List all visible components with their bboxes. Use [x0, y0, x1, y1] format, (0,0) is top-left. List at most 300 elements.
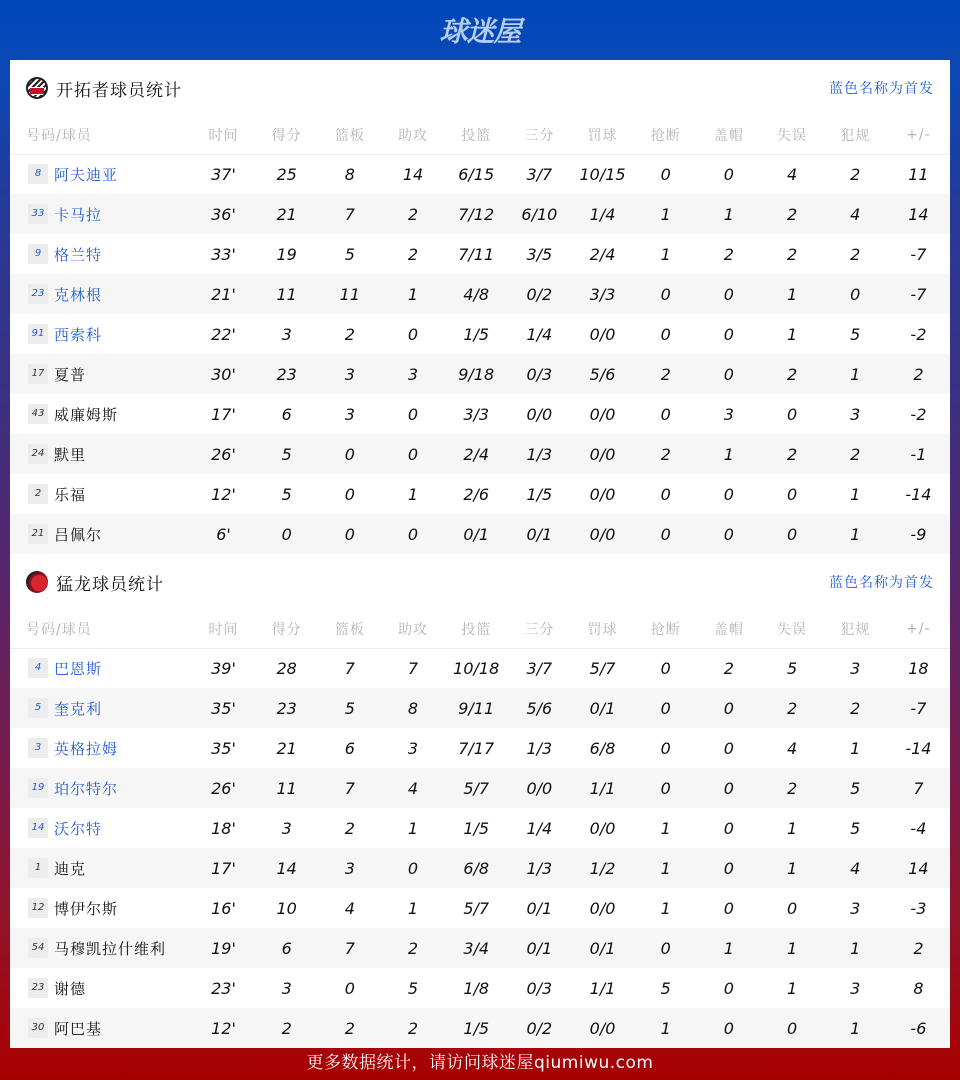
stat-cell: 0: [660, 164, 671, 184]
stat-cell: 1: [407, 818, 419, 838]
stat-cell: 1: [824, 354, 887, 394]
stat-cell: 3: [318, 848, 381, 888]
stat-cell: 1/1: [589, 978, 616, 998]
player-row[interactable]: [10, 808, 950, 848]
stat-cell: 5/6: [571, 354, 634, 394]
stat-cell: 0: [634, 928, 697, 968]
stat-cell: 1/4: [526, 324, 553, 344]
stat-cell: 0: [723, 898, 734, 918]
jersey-number-badge: 1: [28, 858, 48, 878]
player-row[interactable]: [10, 394, 950, 434]
player-name-link[interactable]: 沃尔特: [54, 819, 103, 838]
stat-cell: 4: [344, 898, 355, 918]
footer-banner: [0, 1040, 960, 1080]
player-row[interactable]: [10, 274, 950, 314]
stat-cell: 0: [697, 688, 760, 728]
stat-cell: 1/8: [463, 978, 490, 998]
player-name-link[interactable]: 卡马拉: [54, 205, 103, 224]
column-header: 盖帽: [697, 116, 760, 154]
stat-cell: 3: [407, 738, 419, 758]
stat-cell: 0: [824, 274, 887, 314]
stat-cell: 3: [281, 324, 292, 344]
stat-cell: 2: [824, 688, 887, 728]
stat-cell: 5: [255, 434, 318, 474]
stat-cell: 7: [318, 928, 381, 968]
column-header: 得分: [255, 116, 318, 154]
stat-cell: 5: [281, 484, 292, 504]
stat-cell: 5: [407, 978, 419, 998]
stat-cell: 1/5: [463, 818, 490, 838]
stat-cell: 5: [824, 768, 887, 808]
column-header: 失误: [760, 116, 823, 154]
jersey-number-badge: 2: [28, 484, 48, 504]
stat-cell: 1/5: [463, 324, 490, 344]
team-section: [10, 554, 950, 1048]
player-name-link[interactable]: 威廉姆斯: [54, 405, 119, 424]
stat-cell: -1: [887, 434, 950, 474]
column-header: 三分: [508, 116, 571, 154]
stat-cell: 14: [255, 848, 318, 888]
stat-cell: 3: [723, 404, 734, 424]
jersey-number-badge: 54: [28, 938, 48, 958]
stat-cell: 1: [786, 324, 798, 344]
stat-cell: 1: [407, 898, 419, 918]
stat-cell: 10: [276, 898, 297, 918]
jersey-number-badge: 30: [28, 1018, 48, 1038]
stat-cell: 14: [887, 194, 950, 234]
stat-cell: 0: [634, 274, 697, 314]
stat-cell: 7: [887, 768, 950, 808]
stat-cell: 26': [192, 768, 255, 808]
column-header: +/-: [887, 610, 950, 648]
stat-cell: 2: [887, 928, 950, 968]
section-header: [10, 554, 950, 610]
stat-cell: 2: [407, 244, 419, 264]
column-header: 罚球: [571, 116, 634, 154]
player-row[interactable]: [10, 194, 950, 234]
stat-cell: 0: [760, 514, 823, 554]
stat-cell: 2: [634, 354, 697, 394]
player-row[interactable]: [10, 688, 950, 728]
stat-cell: 19: [276, 244, 297, 264]
stat-cell: 6': [192, 514, 255, 554]
table-header-row: [10, 116, 950, 154]
stat-cell: 4: [786, 738, 798, 758]
stat-cell: -3: [910, 898, 927, 918]
player-name-link[interactable]: 西索科: [54, 325, 103, 344]
jersey-number-badge: 23: [28, 978, 48, 998]
jersey-number-badge: 23: [28, 284, 48, 304]
stat-cell: 0: [344, 484, 355, 504]
jersey-number-badge: 17: [28, 364, 48, 384]
stat-cell: 22': [211, 324, 236, 344]
stat-cell: -7: [910, 244, 927, 264]
stat-cell: 1: [760, 848, 823, 888]
player-name-link[interactable]: 马穆凯拉什维利: [54, 939, 167, 958]
stat-cell: 35': [211, 738, 236, 758]
stat-cell: 0/0: [589, 898, 616, 918]
stat-cell: 1: [786, 818, 798, 838]
player-name-link[interactable]: 奎克利: [54, 699, 103, 718]
stat-cell: 3/5: [526, 244, 553, 264]
stat-cell: 17': [192, 848, 255, 888]
stat-cell: -6: [887, 1008, 950, 1048]
stat-cell: 0/1: [445, 514, 508, 554]
stat-cell: 6: [281, 404, 292, 424]
stat-cell: 5: [786, 658, 798, 678]
stat-cell: 35': [192, 688, 255, 728]
stat-cell: 2: [760, 768, 823, 808]
stat-cell: 1: [660, 244, 671, 264]
stat-cell: 6/15: [458, 164, 495, 184]
stat-cell: -7: [887, 688, 950, 728]
stat-cell: 1: [660, 898, 671, 918]
stat-cell: 39': [211, 658, 236, 678]
player-stats-table: [10, 610, 950, 1048]
stat-cell: 0: [697, 514, 760, 554]
stat-cell: 2: [344, 818, 355, 838]
stat-cell: 2/6: [463, 484, 490, 504]
stat-cell: 0/0: [589, 324, 616, 344]
stat-cell: 0/0: [589, 818, 616, 838]
stat-cell: 0: [407, 324, 419, 344]
starter-legend: 蓝色名称为首发: [829, 81, 934, 97]
player-name-link[interactable]: 迪克: [54, 859, 87, 878]
stat-cell: 2: [760, 354, 823, 394]
stat-cell: 1/2: [571, 848, 634, 888]
stat-cell: 3: [850, 658, 861, 678]
stat-cell: 1: [634, 1008, 697, 1048]
stat-cell: 0: [660, 404, 671, 424]
top-bar: [0, 0, 960, 60]
stat-cell: 1/3: [508, 848, 571, 888]
player-name-link[interactable]: 博伊尔斯: [54, 899, 119, 918]
stat-cell: 9/11: [445, 688, 508, 728]
player-name-link[interactable]: 巴恩斯: [54, 659, 103, 678]
stat-cell: -14: [905, 738, 932, 758]
stat-cell: 1: [634, 848, 697, 888]
stat-cell: 3: [850, 404, 861, 424]
stat-cell: 8: [344, 164, 355, 184]
stat-cell: 0: [407, 404, 419, 424]
stat-cell: 1: [407, 484, 419, 504]
stat-cell: 0: [697, 768, 760, 808]
stat-cell: 5: [850, 324, 861, 344]
stat-cell: 7: [318, 194, 381, 234]
stats-card: [10, 60, 950, 1040]
stat-cell: 0/0: [526, 404, 553, 424]
stat-cell: 0/0: [589, 404, 616, 424]
stat-cell: 0: [344, 978, 355, 998]
stat-cell: 1/1: [571, 768, 634, 808]
player-name-link[interactable]: 夏普: [54, 365, 87, 384]
stat-cell: 0/0: [571, 1008, 634, 1048]
column-header-player: 号码/球员: [10, 116, 192, 154]
stat-cell: 12': [192, 1008, 255, 1048]
stat-cell: 3: [850, 898, 861, 918]
stat-cell: 0: [634, 688, 697, 728]
stat-cell: 21: [255, 194, 318, 234]
stat-cell: 1: [824, 1008, 887, 1048]
player-name-link[interactable]: 吕佩尔: [54, 525, 103, 544]
player-name-link[interactable]: 谢德: [54, 979, 87, 998]
stat-cell: 21': [192, 274, 255, 314]
stat-cell: 18: [908, 658, 929, 678]
player-row[interactable]: [10, 514, 950, 554]
stat-cell: 3: [318, 354, 381, 394]
column-header: 三分: [508, 610, 571, 648]
player-row[interactable]: [10, 314, 950, 354]
stat-cell: 5/7: [445, 768, 508, 808]
column-header: 抢断: [634, 610, 697, 648]
stat-cell: 1: [850, 738, 861, 758]
stat-cell: 25: [276, 164, 297, 184]
stat-cell: 9/18: [445, 354, 508, 394]
stat-cell: 30': [192, 354, 255, 394]
stat-cell: 1: [634, 194, 697, 234]
stat-cell: 0: [786, 898, 798, 918]
stat-cell: 2: [760, 688, 823, 728]
player-name-link[interactable]: 阿巴基: [54, 1019, 103, 1038]
stat-cell: 0: [634, 768, 697, 808]
stat-cell: 1: [824, 928, 887, 968]
stat-cell: 21: [276, 738, 297, 758]
stat-cell: 1: [381, 274, 444, 314]
team-section: [10, 60, 950, 554]
stat-cell: 6/8: [445, 848, 508, 888]
stat-cell: 18': [211, 818, 236, 838]
raptors-logo-icon: [26, 571, 48, 593]
player-row[interactable]: [10, 434, 950, 474]
stat-cell: 2: [760, 434, 823, 474]
stat-cell: 1/3: [526, 738, 553, 758]
stat-cell: 0/2: [508, 1008, 571, 1048]
column-header-player: 号码/球员: [10, 610, 192, 648]
player-name-link[interactable]: 克林根: [54, 285, 103, 304]
stat-cell: 5/7: [463, 898, 490, 918]
table-header-row: [10, 610, 950, 648]
stat-cell: 1/5: [526, 484, 553, 504]
jersey-number-badge: 21: [28, 524, 48, 544]
stat-cell: 4/8: [445, 274, 508, 314]
stat-cell: 1: [850, 484, 861, 504]
stat-cell: 6: [344, 738, 355, 758]
stat-cell: 36': [192, 194, 255, 234]
stat-cell: 12': [211, 484, 236, 504]
stat-cell: 5: [850, 818, 861, 838]
stat-cell: 0: [634, 514, 697, 554]
stat-cell: 14: [887, 848, 950, 888]
column-header: 得分: [255, 610, 318, 648]
jersey-number-badge: 19: [28, 778, 48, 798]
player-row[interactable]: [10, 728, 950, 768]
column-header: 时间: [192, 116, 255, 154]
stat-cell: 0/3: [508, 354, 571, 394]
stat-cell: 4: [824, 194, 887, 234]
stat-cell: 10/15: [579, 164, 626, 184]
stat-cell: 0: [381, 434, 444, 474]
stat-cell: 7/17: [458, 738, 495, 758]
stat-cell: 2: [381, 194, 444, 234]
team-stats-title: 开拓者球员统计: [56, 80, 182, 101]
stat-cell: 23': [211, 978, 236, 998]
footer-text: 更多数据统计，请访问球迷屋qiumiwu.com: [306, 1052, 654, 1073]
stat-cell: 0/1: [508, 928, 571, 968]
player-row[interactable]: [10, 888, 950, 928]
player-name-link[interactable]: 珀尔特尔: [54, 779, 119, 798]
stat-cell: 0: [723, 484, 734, 504]
player-row[interactable]: [10, 968, 950, 1008]
stat-cell: 0: [697, 1008, 760, 1048]
player-name-link[interactable]: 英格拉姆: [54, 739, 119, 758]
stat-cell: 2: [760, 194, 823, 234]
stat-cell: 3/7: [526, 164, 553, 184]
stat-cell: 2/4: [445, 434, 508, 474]
stat-cell: 1: [786, 978, 798, 998]
stat-cell: 0/1: [526, 898, 553, 918]
section-header: [10, 60, 950, 116]
stat-cell: 1/4: [571, 194, 634, 234]
stat-cell: 0: [255, 514, 318, 554]
column-header: 投篮: [445, 610, 508, 648]
stat-cell: 2: [634, 434, 697, 474]
stat-cell: 2: [344, 324, 355, 344]
player-row[interactable]: [10, 154, 950, 194]
column-header: 篮板: [318, 116, 381, 154]
stat-cell: 8: [381, 688, 444, 728]
stat-cell: 0/0: [571, 514, 634, 554]
stat-cell: 0: [381, 514, 444, 554]
player-row[interactable]: [10, 928, 950, 968]
jersey-number-badge: 12: [28, 898, 48, 918]
stat-cell: -2: [910, 404, 927, 424]
stat-cell: 1: [824, 514, 887, 554]
stat-cell: 3/3: [463, 404, 490, 424]
stat-cell: 3: [381, 354, 444, 394]
stat-cell: 0: [723, 818, 734, 838]
column-header: 犯规: [824, 116, 887, 154]
player-row[interactable]: [10, 648, 950, 688]
stat-cell: 0: [786, 404, 798, 424]
stat-cell: 2: [723, 658, 734, 678]
stat-cell: 3/4: [445, 928, 508, 968]
stat-cell: 0: [660, 324, 671, 344]
stat-cell: -2: [910, 324, 927, 344]
stat-cell: 11: [318, 274, 381, 314]
stat-cell: 26': [192, 434, 255, 474]
stat-cell: -7: [887, 274, 950, 314]
stat-cell: 1: [697, 928, 760, 968]
stat-cell: 1: [697, 194, 760, 234]
stat-cell: 2: [850, 244, 861, 264]
jersey-number-badge: 14: [28, 818, 48, 838]
jersey-number-badge: 4: [28, 658, 48, 678]
stat-cell: 11: [908, 164, 929, 184]
stat-cell: 1: [760, 928, 823, 968]
stat-cell: 2: [723, 244, 734, 264]
stat-cell: 0: [723, 164, 734, 184]
player-name-link[interactable]: 阿夫迪亚: [54, 165, 119, 184]
stat-cell: 0: [786, 484, 798, 504]
column-header: 犯规: [824, 610, 887, 648]
stat-cell: 5/6: [508, 688, 571, 728]
stat-cell: 7/12: [445, 194, 508, 234]
stat-cell: 0: [381, 848, 444, 888]
stat-cell: 0/0: [508, 768, 571, 808]
player-row[interactable]: [10, 848, 950, 888]
stat-cell: 3/7: [526, 658, 553, 678]
stat-cell: 2: [786, 244, 798, 264]
stat-cell: 11: [255, 274, 318, 314]
column-header: 助攻: [381, 610, 444, 648]
stat-cell: 2: [381, 928, 444, 968]
jersey-number-badge: 9: [28, 244, 48, 264]
column-header: 失误: [760, 610, 823, 648]
jersey-number-badge: 43: [28, 404, 48, 424]
stat-cell: 10/18: [453, 658, 500, 678]
jersey-number-badge: 91: [28, 324, 48, 344]
stat-cell: 1: [760, 274, 823, 314]
stat-cell: 4: [824, 848, 887, 888]
stat-cell: 28: [276, 658, 297, 678]
stat-cell: 3: [344, 404, 355, 424]
player-name-link[interactable]: 乐福: [54, 485, 87, 504]
player-name-link[interactable]: 默里: [54, 445, 87, 464]
player-row[interactable]: [10, 474, 950, 514]
stat-cell: 2: [887, 354, 950, 394]
jersey-number-badge: 3: [28, 738, 48, 758]
stat-cell: 3: [281, 978, 292, 998]
column-header: 投篮: [445, 116, 508, 154]
stat-cell: 7/11: [458, 244, 495, 264]
stat-cell: 5: [660, 978, 671, 998]
stat-cell: 1/3: [508, 434, 571, 474]
stat-cell: 23: [255, 688, 318, 728]
stat-cell: 0: [723, 978, 734, 998]
stat-cell: 0/1: [571, 928, 634, 968]
stat-cell: 7: [318, 768, 381, 808]
starter-legend: 蓝色名称为首发: [829, 575, 934, 591]
player-row[interactable]: [10, 768, 950, 808]
stat-cell: 0/2: [508, 274, 571, 314]
stat-cell: 0: [697, 354, 760, 394]
stat-cell: 5/7: [589, 658, 616, 678]
stat-cell: -4: [910, 818, 927, 838]
stat-cell: 0: [697, 848, 760, 888]
column-header: +/-: [887, 116, 950, 154]
stat-cell: 0: [660, 484, 671, 504]
stat-cell: 2: [824, 434, 887, 474]
jersey-number-badge: 33: [28, 204, 48, 224]
stat-cell: 2/4: [589, 244, 616, 264]
stat-cell: 16': [211, 898, 236, 918]
stat-cell: 0: [660, 658, 671, 678]
stat-cell: 3: [850, 978, 861, 998]
column-header: 盖帽: [697, 610, 760, 648]
brand-logo: 球迷屋: [439, 15, 521, 48]
player-name-link[interactable]: 格兰特: [54, 245, 103, 264]
stat-cell: 8: [913, 978, 924, 998]
stat-cell: 0/1: [508, 514, 571, 554]
stat-cell: 0: [697, 274, 760, 314]
column-header: 助攻: [381, 116, 444, 154]
column-header: 篮板: [318, 610, 381, 648]
player-row[interactable]: [10, 234, 950, 274]
stat-cell: 2: [255, 1008, 318, 1048]
jersey-number-badge: 24: [28, 444, 48, 464]
stat-cell: 0: [318, 434, 381, 474]
player-row[interactable]: [10, 354, 950, 394]
